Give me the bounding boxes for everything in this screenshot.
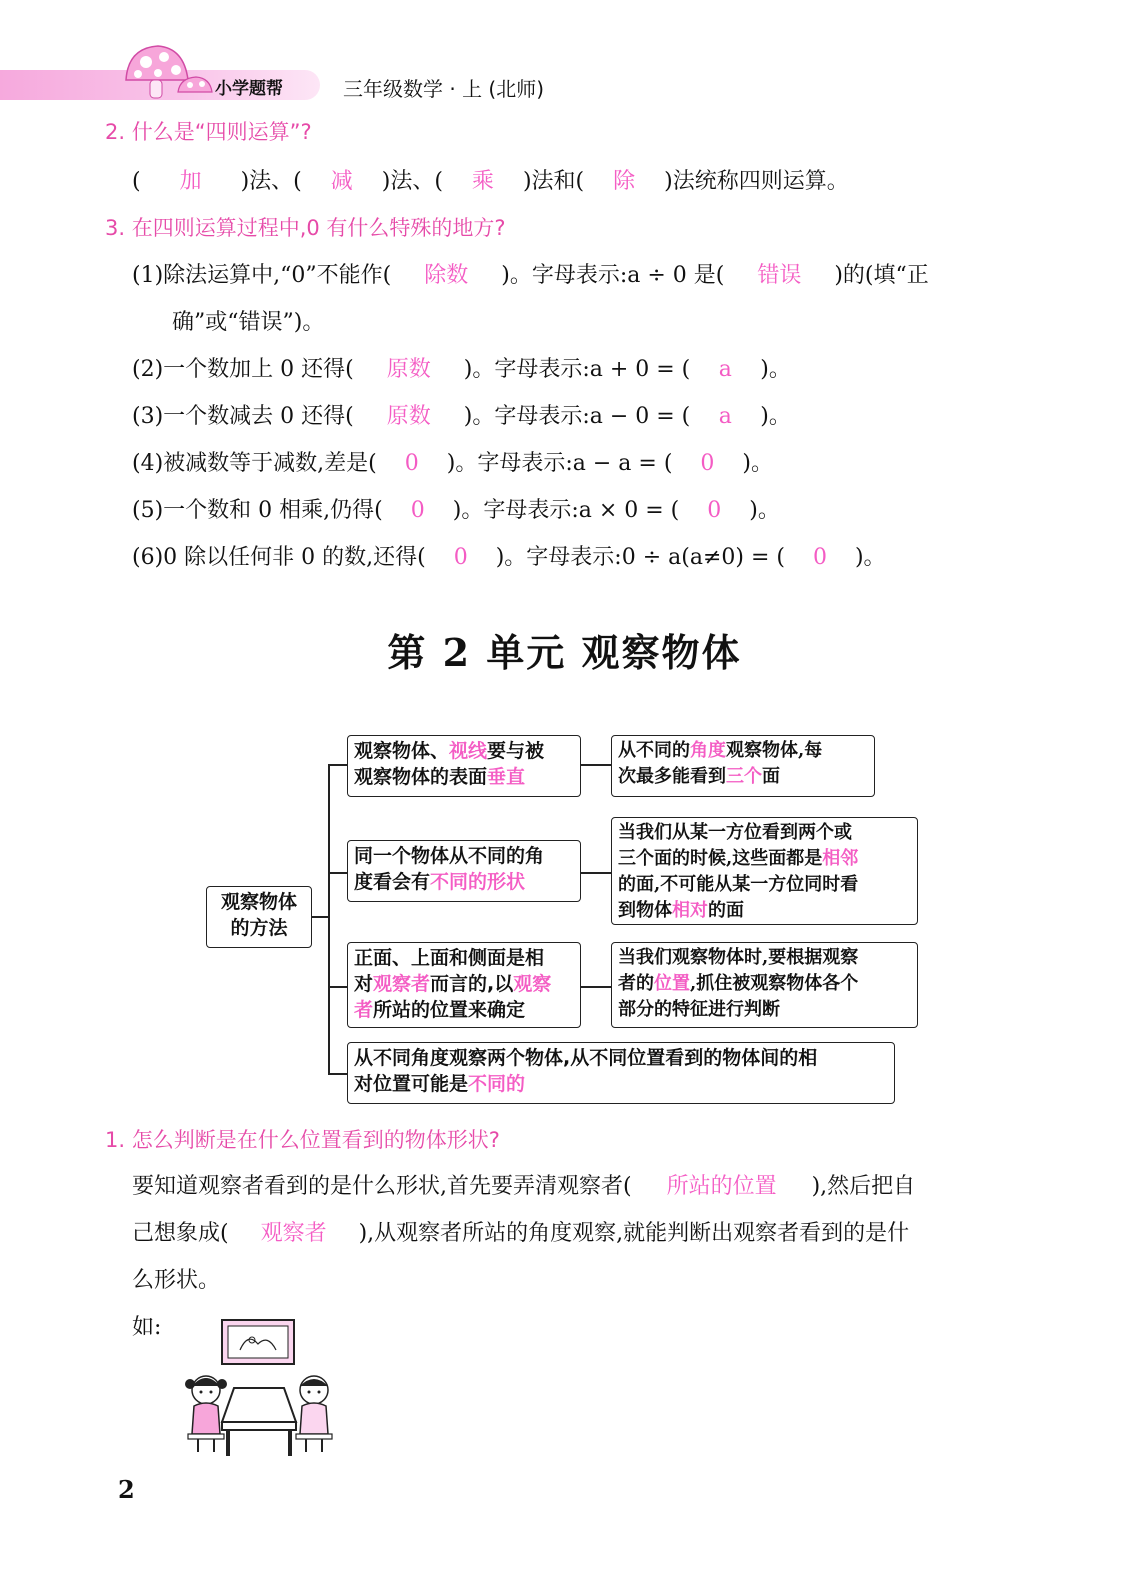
diagram-detail-2: 当我们从某一方位看到两个或 三个面的时候,这些面都是相邻 的面,不可能从某一方位同时看 到物体相对的面 bbox=[611, 817, 918, 925]
answer-blank: 0 bbox=[404, 451, 419, 476]
q3-line-3: (3)一个数减去 0 还得( 原数 )。字母表示:a − 0 = ( a )。 bbox=[132, 399, 791, 430]
header-subtitle: 三年级数学 · 上 (北师) bbox=[343, 77, 545, 101]
q3-line-4: (4)被减数等于减数,差是( 0 )。字母表示:a − a = ( 0 )。 bbox=[132, 451, 773, 476]
question-2-title: 2. 什么是“四则运算”? bbox=[105, 120, 312, 144]
q3-line-2: (2)一个数加上 0 还得( 原数 )。字母表示:a + 0 = ( a )。 bbox=[132, 352, 791, 383]
answer-blank: a bbox=[718, 404, 732, 429]
q1-para-line-3: 么形状。 bbox=[132, 1268, 221, 1293]
connector bbox=[580, 764, 612, 766]
answer-blank: 除 bbox=[613, 169, 636, 194]
diagram-root: 观察物体 的方法 bbox=[206, 886, 312, 948]
connector bbox=[328, 1073, 348, 1075]
diagram-detail-1: 从不同的角度观察物体,每 次最多能看到三个面 bbox=[611, 735, 875, 797]
answer-blank: 加 bbox=[179, 169, 202, 194]
q3-line-1: (1)除法运算中,“0”不能作( 除数 )。字母表示:a ÷ 0 是( 错误 )的(填“正 bbox=[132, 258, 929, 289]
answer-blank: 0 bbox=[700, 451, 715, 476]
answer-blank: 乘 bbox=[471, 169, 494, 194]
question-3-title: 3. 在四则运算过程中,0 有什么特殊的地方? bbox=[105, 216, 506, 240]
connector bbox=[311, 916, 329, 918]
q3-line-5: (5)一个数和 0 相乘,仍得( 0 )。字母表示:a × 0 = ( 0 )。 bbox=[132, 498, 780, 523]
answer-blank: a bbox=[718, 357, 732, 382]
question-2-answer-line: ( 加 )法、( 减 )法、( 乘 )法和( 除 )法统称四则运算。 bbox=[132, 164, 849, 195]
connector bbox=[580, 986, 612, 988]
diagram-node-1: 观察物体、视线要与被 观察物体的表面垂直 bbox=[347, 735, 581, 797]
diagram-detail-3: 当我们观察物体时,要根据观察 者的位置,抓住被观察物体各个 部分的特征进行判断 bbox=[611, 942, 918, 1028]
answer-blank: 0 bbox=[410, 498, 425, 523]
answer-blank: 原数 bbox=[386, 404, 431, 429]
q3-line-6: (6)0 除以任何非 0 的数,还得( 0 )。字母表示:0 ÷ a(a≠0) = ( 0 )。 bbox=[132, 545, 886, 570]
diagram-node-3: 正面、上面和侧面是相 对观察者而言的,以观察 者所站的位置来确定 bbox=[347, 942, 581, 1028]
answer-blank: 除数 bbox=[424, 263, 469, 288]
answer-blank: 原数 bbox=[386, 357, 431, 382]
answer-blank: 0 bbox=[812, 545, 827, 570]
mushroom-logo-icon bbox=[118, 40, 218, 110]
answer-blank: 减 bbox=[330, 169, 353, 194]
answer-blank: 0 bbox=[707, 498, 722, 523]
header-tag: 小学题帮 bbox=[215, 79, 283, 99]
children-at-table-illustration-icon bbox=[178, 1318, 338, 1458]
q1-para-line-1: 要知道观察者看到的是什么形状,首先要弄清观察者( 所站的位置 ),然后把自 bbox=[132, 1163, 915, 1210]
question-1-title: 1. 怎么判断是在什么位置看到的物体形状? bbox=[105, 1128, 500, 1152]
answer-blank: 错误 bbox=[757, 263, 802, 288]
connector bbox=[328, 764, 330, 1074]
answer-blank: 观察者 bbox=[260, 1221, 327, 1246]
diagram-node-2: 同一个物体从不同的角 度看会有不同的形状 bbox=[347, 840, 581, 902]
connector bbox=[328, 872, 348, 874]
unit-title: 第 2 单元 观察物体 bbox=[387, 630, 742, 675]
example-label: 如: bbox=[132, 1315, 162, 1340]
answer-blank: 0 bbox=[453, 545, 468, 570]
connector bbox=[580, 872, 612, 874]
connector bbox=[328, 764, 348, 766]
q3-line-1-cont: 确”或“错误”)。 bbox=[172, 310, 325, 335]
q1-para-line-2: 己想象成( 观察者 ),从观察者所站的角度观察,就能判断出观察者看到的是什 bbox=[132, 1210, 909, 1257]
connector bbox=[328, 986, 348, 988]
diagram-node-4: 从不同角度观察两个物体,从不同位置看到的物体间的相 对位置可能是不同的 bbox=[347, 1042, 895, 1104]
page-number: 2 bbox=[118, 1475, 135, 1504]
answer-blank: 所站的位置 bbox=[666, 1174, 777, 1199]
